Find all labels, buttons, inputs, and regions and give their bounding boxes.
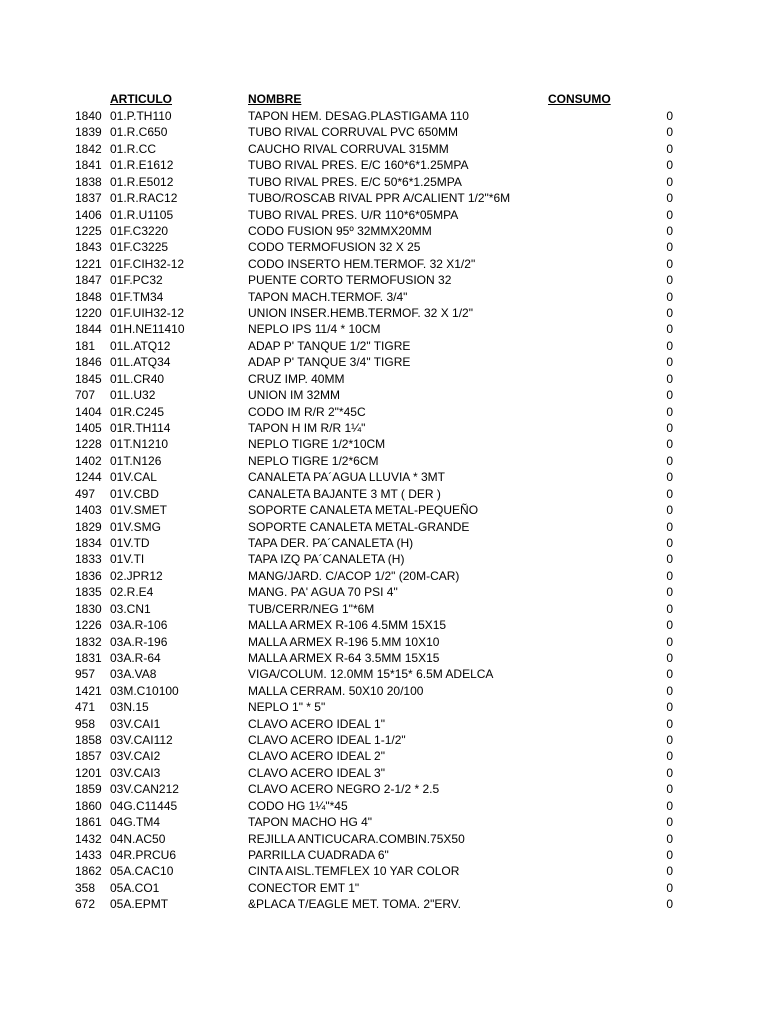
table-row	[0, 765, 768, 781]
table-row	[0, 584, 768, 600]
inventory-sheet	[0, 92, 768, 913]
table-row	[0, 814, 768, 830]
row-consumo: 0	[666, 371, 673, 386]
table-row	[0, 880, 768, 896]
table-row	[0, 272, 768, 288]
row-articulo: 03V.CAI2	[110, 749, 161, 764]
row-articulo: 01T.N126	[110, 453, 162, 468]
row-nombre: ADAP P' TANQUE 1/2" TIGRE	[248, 338, 411, 353]
row-nombre: CLAVO ACERO IDEAL 2"	[248, 749, 385, 764]
row-articulo: 03N.15	[110, 700, 149, 715]
row-consumo: 0	[666, 601, 673, 616]
table-row	[0, 535, 768, 551]
row-consumo: 0	[666, 421, 673, 436]
row-consumo: 0	[666, 240, 673, 255]
row-nombre: CODO INSERTO HEM.TERMOF. 32 X1/2"	[248, 256, 476, 271]
row-articulo: 03M.C10100	[110, 683, 179, 698]
row-id: 1847	[75, 273, 102, 288]
table-row	[0, 634, 768, 650]
row-consumo: 0	[666, 289, 673, 304]
table-row	[0, 486, 768, 502]
row-id: 1861	[75, 815, 102, 830]
row-nombre: TUBO RIVAL PRES. U/R 110*6*05MPA	[248, 207, 459, 222]
row-nombre: TUBO RIVAL PRES. E/C 50*6*1.25MPA	[248, 174, 462, 189]
row-consumo: 0	[666, 700, 673, 715]
row-id: 1226	[75, 618, 102, 633]
row-consumo: 0	[666, 831, 673, 846]
row-id: 707	[75, 388, 96, 403]
table-row	[0, 239, 768, 255]
row-articulo: 01F.CIH32-12	[110, 256, 185, 271]
row-nombre: TAPA DER. PA´CANALETA (H)	[248, 535, 414, 550]
table-row	[0, 108, 768, 124]
row-id: 1840	[75, 109, 102, 123]
row-id: 1842	[75, 141, 102, 156]
row-consumo: 0	[666, 667, 673, 682]
row-id: 497	[75, 486, 96, 501]
table-header	[0, 92, 768, 108]
table-row	[0, 141, 768, 157]
row-id: 1835	[75, 585, 102, 600]
row-consumo: 0	[666, 207, 673, 222]
table-row	[0, 847, 768, 863]
row-consumo: 0	[666, 437, 673, 452]
row-nombre: NEPLO TIGRE 1/2*10CM	[248, 437, 386, 452]
row-id: 1844	[75, 322, 102, 337]
row-articulo: 03V.CAI112	[110, 733, 173, 748]
row-id: 1837	[75, 191, 102, 206]
row-consumo: 0	[666, 256, 673, 271]
table-row	[0, 601, 768, 617]
table-row	[0, 650, 768, 666]
row-id: 1848	[75, 289, 102, 304]
row-consumo: 0	[666, 815, 673, 830]
row-consumo: 0	[666, 191, 673, 206]
row-articulo: 01V.SMG	[110, 519, 161, 534]
row-consumo: 0	[666, 650, 673, 665]
row-articulo: 05A.EPMT	[110, 897, 169, 912]
table-row	[0, 124, 768, 140]
row-consumo: 0	[666, 585, 673, 600]
row-id: 1220	[75, 306, 102, 321]
row-id: 1830	[75, 601, 102, 616]
row-articulo: 02.JPR12	[110, 568, 163, 583]
row-nombre: PUENTE CORTO TERMOFUSION 32	[248, 273, 452, 288]
row-consumo: 0	[666, 174, 673, 189]
row-consumo: 0	[666, 486, 673, 501]
table-row	[0, 617, 768, 633]
table-row	[0, 305, 768, 321]
row-consumo: 0	[666, 634, 673, 649]
row-nombre: CLAVO ACERO IDEAL 1"	[248, 716, 385, 731]
row-id: 672	[75, 897, 96, 912]
row-consumo: 0	[666, 568, 673, 583]
row-nombre: TAPON HEM. DESAG.PLASTIGAMA 110	[248, 109, 469, 123]
row-consumo: 0	[666, 749, 673, 764]
table-row	[0, 223, 768, 239]
row-consumo: 0	[666, 453, 673, 468]
row-consumo: 0	[666, 716, 673, 731]
row-consumo: 0	[666, 158, 673, 173]
row-articulo: 01.P.TH110	[110, 109, 172, 123]
row-nombre: TAPA IZQ PA´CANALETA (H)	[248, 552, 405, 567]
row-articulo: 01V.SMET	[110, 503, 167, 518]
row-nombre: CRUZ IMP. 40MM	[248, 371, 345, 386]
row-nombre: CODO IM R/R 2"*45C	[248, 404, 366, 419]
row-nombre: MANG. PA' AGUA 70 PSI 4"	[248, 585, 398, 600]
row-articulo: 02.R.E4	[110, 585, 154, 600]
table-row	[0, 338, 768, 354]
row-nombre: TAPON MACH.TERMOF. 3/4"	[248, 289, 408, 304]
row-nombre: TUB/CERR/NEG 1"*6M	[248, 601, 375, 616]
row-consumo: 0	[666, 503, 673, 518]
row-articulo: 01F.PC32	[110, 273, 163, 288]
row-nombre: CODO FUSION 95º 32MMX20MM	[248, 223, 432, 238]
row-articulo: 03A.VA8	[110, 667, 157, 682]
row-nombre: TAPON MACHO HG 4"	[248, 815, 373, 830]
row-articulo: 01V.TD	[110, 535, 150, 550]
table-row	[0, 321, 768, 337]
row-id: 1862	[75, 864, 102, 879]
row-id: 1244	[75, 470, 102, 485]
row-id: 1403	[75, 503, 102, 518]
row-nombre: SOPORTE CANALETA METAL-PEQUEÑO	[248, 503, 479, 518]
row-consumo: 0	[666, 223, 673, 238]
row-articulo: 01.R.E5012	[110, 174, 174, 189]
row-nombre: UNION INSER.HEMB.TERMOF. 32 X 1/2"	[248, 306, 473, 321]
row-articulo: 01L.ATQ12	[110, 338, 171, 353]
row-id: 1836	[75, 568, 102, 583]
table-row	[0, 781, 768, 797]
row-articulo: 01F.TM34	[110, 289, 164, 304]
row-articulo: 03A.R-196	[110, 634, 168, 649]
table-row	[0, 551, 768, 567]
row-nombre: MALLA ARMEX R-64 3.5MM 15X15	[248, 650, 440, 665]
row-consumo: 0	[666, 683, 673, 698]
table-row	[0, 831, 768, 847]
row-nombre: CANALETA PA´AGUA LLUVIA * 3MT	[248, 470, 445, 485]
table-row	[0, 798, 768, 814]
row-articulo: 01F.C3220	[110, 223, 169, 238]
row-consumo: 0	[666, 519, 673, 534]
column-header-consumo: CONSUMO	[548, 92, 611, 106]
table-body	[0, 108, 768, 913]
row-consumo: 0	[666, 322, 673, 337]
row-consumo: 0	[666, 404, 673, 419]
row-nombre: TUBO RIVAL PRES. E/C 160*6*1.25MPA	[248, 158, 469, 173]
row-consumo: 0	[666, 765, 673, 780]
row-nombre: CONECTOR EMT 1"	[248, 880, 360, 895]
row-id: 1421	[75, 683, 102, 698]
row-nombre: TUBO/ROSCAB RIVAL PPR A/CALIENT 1/2"*6M	[248, 191, 511, 206]
row-nombre: ADAP P' TANQUE 3/4" TIGRE	[248, 355, 411, 370]
table-row	[0, 289, 768, 305]
row-articulo: 01V.TI	[110, 552, 145, 567]
row-articulo: 01L.ATQ34	[110, 355, 171, 370]
row-consumo: 0	[666, 355, 673, 370]
table-row	[0, 732, 768, 748]
row-articulo: 03V.CAN212	[110, 782, 179, 797]
row-nombre: TAPON H IM R/R 1¼"	[248, 421, 366, 436]
row-nombre: TUBO RIVAL CORRUVAL PVC 650MM	[248, 125, 459, 140]
row-nombre: CODO TERMOFUSION 32 X 25	[248, 240, 421, 255]
row-consumo: 0	[666, 388, 673, 403]
row-id: 1834	[75, 535, 102, 550]
row-id: 1841	[75, 158, 102, 173]
row-id: 1228	[75, 437, 102, 452]
row-articulo: 03V.CAI3	[110, 765, 161, 780]
row-id: 1432	[75, 831, 102, 846]
row-articulo: 04R.PRCU6	[110, 847, 177, 862]
row-consumo: 0	[666, 552, 673, 567]
row-id: 471	[75, 700, 96, 715]
row-id: 1402	[75, 453, 102, 468]
row-nombre: CODO HG 1¼"*45	[248, 798, 348, 813]
row-consumo: 0	[666, 798, 673, 813]
table-row	[0, 256, 768, 272]
row-id: 1829	[75, 519, 102, 534]
row-id: 1858	[75, 733, 102, 748]
row-nombre: UNION IM 32MM	[248, 388, 341, 403]
row-articulo: 04G.TM4	[110, 815, 161, 830]
row-nombre: MALLA ARMEX R-196 5.MM 10X10	[248, 634, 440, 649]
table-row	[0, 469, 768, 485]
row-id: 181	[75, 338, 96, 353]
row-id: 1832	[75, 634, 102, 649]
row-id: 1831	[75, 650, 102, 665]
column-header-articulo: ARTICULO	[110, 92, 172, 106]
table-row	[0, 896, 768, 912]
row-articulo: 01.R.E1612	[110, 158, 174, 173]
row-nombre: REJILLA ANTICUCARA.COMBIN.75X50	[248, 831, 465, 846]
row-articulo: 04N.AC50	[110, 831, 166, 846]
table-row	[0, 404, 768, 420]
row-id: 957	[75, 667, 96, 682]
row-id: 1859	[75, 782, 102, 797]
table-row	[0, 863, 768, 879]
row-consumo: 0	[666, 125, 673, 140]
row-nombre: &PLACA T/EAGLE MET. TOMA. 2"ERV.	[248, 897, 462, 912]
row-consumo: 0	[666, 847, 673, 862]
row-nombre: CAUCHO RIVAL CORRUVAL 315MM	[248, 141, 449, 156]
row-id: 1406	[75, 207, 102, 222]
row-articulo: 05A.CAC10	[110, 864, 174, 879]
table-row	[0, 666, 768, 682]
row-id: 1201	[75, 765, 102, 780]
row-nombre: SOPORTE CANALETA METAL-GRANDE	[248, 519, 470, 534]
row-id: 1833	[75, 552, 102, 567]
row-nombre: CLAVO ACERO IDEAL 1-1/2"	[248, 733, 406, 748]
row-articulo: 01V.CAL	[110, 470, 157, 485]
table-row	[0, 453, 768, 469]
row-id: 1845	[75, 371, 102, 386]
row-consumo: 0	[666, 897, 673, 912]
row-id: 1404	[75, 404, 102, 419]
table-row	[0, 502, 768, 518]
row-id: 1433	[75, 847, 102, 862]
row-nombre: PARRILLA CUADRADA 6"	[248, 847, 389, 862]
table-row	[0, 174, 768, 190]
table-row	[0, 354, 768, 370]
table-row	[0, 371, 768, 387]
row-id: 1225	[75, 223, 102, 238]
row-consumo: 0	[666, 864, 673, 879]
row-consumo: 0	[666, 535, 673, 550]
row-nombre: VIGA/COLUM. 12.0MM 15*15* 6.5M ADELCA	[248, 667, 494, 682]
row-id: 358	[75, 880, 96, 895]
row-consumo: 0	[666, 880, 673, 895]
row-articulo: 03A.R-106	[110, 618, 168, 633]
row-id: 1839	[75, 125, 102, 140]
row-consumo: 0	[666, 273, 673, 288]
row-id: 1838	[75, 174, 102, 189]
row-articulo: 01.R.U1105	[110, 207, 174, 222]
column-header-nombre: NOMBRE	[248, 92, 302, 106]
row-articulo: 03.CN1	[110, 601, 151, 616]
row-articulo: 01L.CR40	[110, 371, 165, 386]
row-nombre: CLAVO ACERO IDEAL 3"	[248, 765, 385, 780]
row-id: 1846	[75, 355, 102, 370]
row-articulo: 01.R.CC	[110, 141, 157, 156]
row-articulo: 04G.C11445	[110, 798, 178, 813]
table-row	[0, 207, 768, 223]
table-row	[0, 190, 768, 206]
row-consumo: 0	[666, 338, 673, 353]
row-articulo: 01R.C245	[110, 404, 165, 419]
row-articulo: 01F.UIH32-12	[110, 306, 185, 321]
row-articulo: 01H.NE11410	[110, 322, 185, 337]
row-nombre: MANG/JARD. C/ACOP 1/2" (20M-CAR)	[248, 568, 460, 583]
row-consumo: 0	[666, 470, 673, 485]
row-nombre: MALLA CERRAM. 50X10 20/100	[248, 683, 424, 698]
row-id: 1221	[75, 256, 102, 271]
row-nombre: NEPLO TIGRE 1/2*6CM	[248, 453, 379, 468]
table-row	[0, 699, 768, 715]
row-articulo: 05A.CO1	[110, 880, 160, 895]
row-articulo: 03A.R-64	[110, 650, 161, 665]
table-row	[0, 748, 768, 764]
row-articulo: 01L.U32	[110, 388, 156, 403]
row-consumo: 0	[666, 306, 673, 321]
table-row	[0, 420, 768, 436]
row-id: 1860	[75, 798, 102, 813]
table-row	[0, 387, 768, 403]
row-articulo: 01.R.C650	[110, 125, 168, 140]
row-articulo: 01F.C3225	[110, 240, 169, 255]
table-row	[0, 716, 768, 732]
row-nombre: CINTA AISL.TEMFLEX 10 YAR COLOR	[248, 864, 460, 879]
row-nombre: NEPLO 1" * 5"	[248, 700, 326, 715]
row-id: 1843	[75, 240, 102, 255]
row-articulo: 01R.TH114	[110, 421, 171, 436]
row-articulo: 01V.CBD	[110, 486, 159, 501]
row-id: 1857	[75, 749, 102, 764]
row-nombre: NEPLO IPS 11/4 * 10CM	[248, 322, 381, 337]
row-articulo: 01.R.RAC12	[110, 191, 178, 206]
row-consumo: 0	[666, 618, 673, 633]
row-id: 958	[75, 716, 96, 731]
row-nombre: MALLA ARMEX R-106 4.5MM 15X15	[248, 618, 447, 633]
table-row	[0, 568, 768, 584]
row-consumo: 0	[666, 141, 673, 156]
table-row	[0, 157, 768, 173]
table-row	[0, 683, 768, 699]
row-consumo: 0	[666, 782, 673, 797]
row-id: 1405	[75, 421, 102, 436]
row-nombre: CLAVO ACERO NEGRO 2-1/2 * 2.5	[248, 782, 440, 797]
row-consumo: 0	[666, 733, 673, 748]
row-articulo: 01T.N1210	[110, 437, 169, 452]
table-row	[0, 436, 768, 452]
table-row	[0, 519, 768, 535]
row-articulo: 03V.CAI1	[110, 716, 161, 731]
row-consumo: 0	[666, 109, 673, 123]
row-nombre: CANALETA BAJANTE 3 MT ( DER )	[248, 486, 441, 501]
